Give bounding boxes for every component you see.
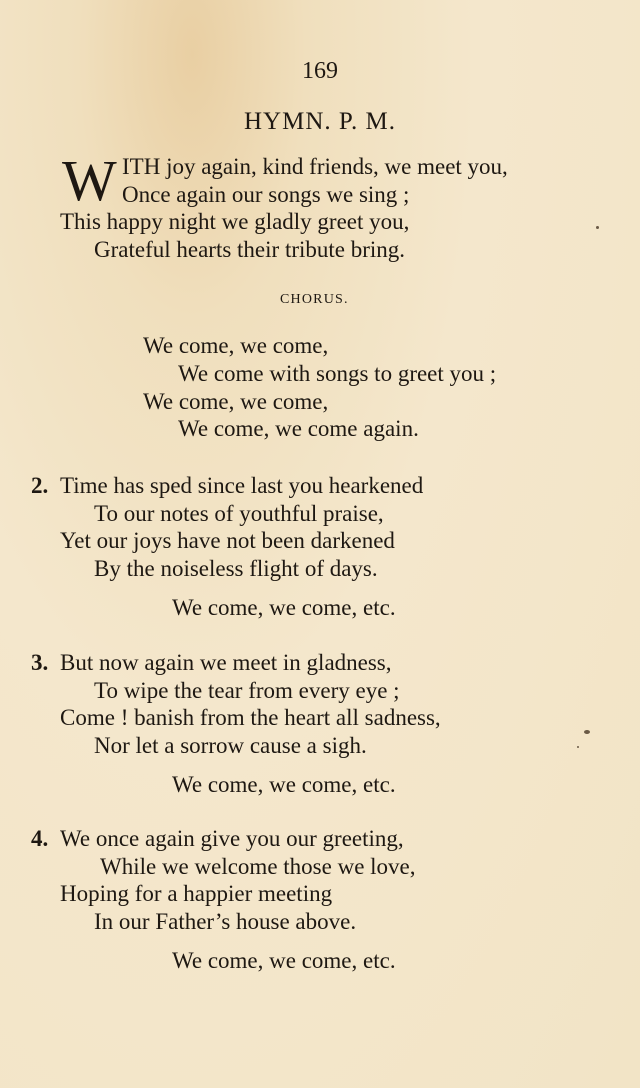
verse-number: 2. bbox=[31, 473, 49, 498]
page-number: 169 bbox=[302, 58, 338, 84]
paper-speck bbox=[577, 746, 579, 748]
verse-3-refrain: We come, we come, etc. bbox=[172, 772, 396, 797]
chorus-label: CHORUS. bbox=[280, 292, 349, 307]
verse-1-line-3: This happy night we gladly greet you, bbox=[60, 209, 410, 234]
verse-4-line-4: In our Father’s house above. bbox=[94, 909, 357, 934]
verse-3-line-4: Nor let a sorrow cause a sigh. bbox=[94, 733, 367, 758]
verse-3-line-1: But now again we meet in gladness, bbox=[60, 650, 392, 675]
verse-1-line-2: Once again our songs we sing ; bbox=[122, 182, 410, 207]
verse-2-refrain: We come, we come, etc. bbox=[172, 595, 396, 620]
verse-1-line-4: Grateful hearts their tribute bring. bbox=[94, 237, 406, 262]
chorus-line-4: We come, we come again. bbox=[178, 416, 419, 441]
chorus-line-3: We come, we come, bbox=[143, 389, 329, 414]
hymn-title: HYMN. P. M. bbox=[243, 108, 396, 135]
chorus-line-1: We come, we come, bbox=[143, 333, 329, 358]
verse-2-line-3: Yet our joys have not been darkened bbox=[60, 528, 395, 553]
drop-cap: W bbox=[62, 148, 117, 213]
verse-3-line-3: Come ! banish from the heart all sadness, bbox=[60, 705, 441, 730]
verse-4-line-1: We once again give you our greeting, bbox=[60, 826, 404, 851]
verse-3-line-2: To wipe the tear from every eye ; bbox=[94, 678, 400, 703]
verse-4-line-2: While we welcome those we love, bbox=[100, 854, 416, 879]
paper-speck bbox=[584, 730, 590, 734]
verse-4-refrain: We come, we come, etc. bbox=[172, 948, 396, 973]
verse-2-line-1: Time has sped since last you hearkened bbox=[60, 473, 424, 498]
paper-speck bbox=[596, 226, 599, 229]
verse-1-line-1: ITH joy again, kind friends, we meet you, bbox=[122, 154, 508, 179]
verse-2-line-4: By the noiseless flight of days. bbox=[94, 556, 378, 581]
verse-2-line-2: To our notes of youthful praise, bbox=[94, 501, 384, 526]
verse-number: 4. bbox=[31, 826, 49, 851]
verse-number: 3. bbox=[31, 650, 49, 675]
chorus-line-2: We come with songs to greet you ; bbox=[178, 361, 497, 386]
verse-4-line-3: Hoping for a happier meeting bbox=[60, 881, 333, 906]
